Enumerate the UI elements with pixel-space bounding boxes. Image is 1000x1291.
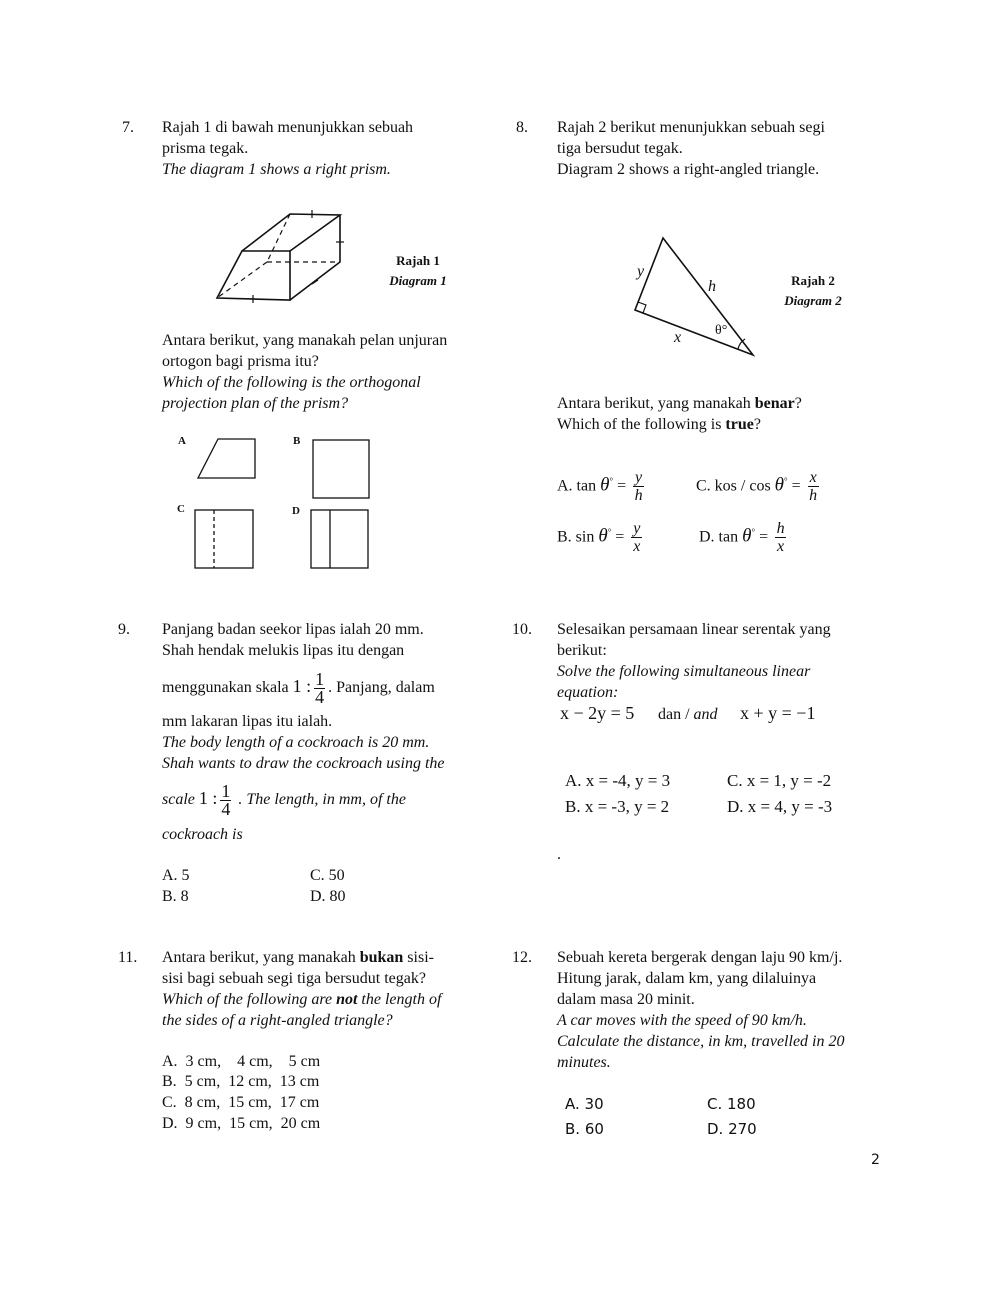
- q12-option-a[interactable]: A. 30: [565, 1095, 604, 1113]
- diagram-1-label-en: Diagram 1: [389, 273, 447, 288]
- denominator: h: [809, 487, 818, 505]
- q12-text: Hitung jarak, dalam km, yang dilaluinya: [557, 970, 817, 987]
- denominator: x: [777, 538, 785, 556]
- q9-scale-line: [162, 667, 435, 707]
- option-a-shape: [198, 439, 255, 478]
- q12-text: Sebuah kereta bergerak dengan laju 90 km/j.: [557, 949, 843, 966]
- q8-option-a[interactable]: [557, 462, 647, 505]
- option-b-shape: [313, 440, 369, 498]
- text: the length of: [357, 991, 442, 1008]
- q7-option-b-label[interactable]: B: [293, 435, 301, 447]
- scale-ratio: 1 :: [198, 788, 218, 808]
- tri-label-theta: θ°: [715, 323, 728, 338]
- text: . The length, in mm, of the: [234, 791, 406, 808]
- q9-text: Shah hendak melukis lipas itu dengan: [162, 642, 405, 659]
- q9-option-b[interactable]: B. 8: [162, 888, 189, 905]
- q11-number: 11.: [118, 949, 138, 966]
- option-d-shape: [311, 510, 368, 568]
- q10-option-d[interactable]: D. x = 4, y = -3: [727, 797, 833, 816]
- text: Which of the following is: [557, 416, 726, 433]
- text: sisi-: [403, 949, 434, 966]
- q12-option-c[interactable]: C. 180: [707, 1095, 756, 1113]
- diagram-1-label: Rajah 1: [396, 253, 440, 268]
- q10-number: 10.: [512, 621, 532, 638]
- q12-text-en: A car moves with the speed of 90 km/h.: [557, 1012, 807, 1029]
- q10-text: berikut:: [557, 642, 607, 659]
- page-number: 2: [871, 1152, 880, 1168]
- q7-question-en: Which of the following is the orthogonal: [162, 374, 421, 391]
- text: scale: [162, 791, 195, 808]
- q11-option-d[interactable]: D. 9 cm, 15 cm, 20 cm: [162, 1115, 321, 1132]
- q8-text: Diagram 2 shows a right-angled triangle.: [557, 161, 820, 178]
- degree: °: [784, 476, 788, 486]
- q9-option-d[interactable]: D. 80: [310, 888, 346, 905]
- option-c-shape: [195, 510, 253, 568]
- q8-option-d[interactable]: [699, 513, 789, 556]
- q9-text-en: cockroach is: [162, 826, 243, 843]
- q10-option-b[interactable]: B. x = -3, y = 2: [565, 797, 670, 816]
- q7-text: prisma tegak.: [162, 140, 249, 157]
- degree: °: [751, 527, 756, 537]
- q11-option-c[interactable]: C. 8 cm, 15 cm, 17 cm: [162, 1094, 320, 1111]
- bold-text: true: [725, 416, 754, 433]
- degree: °: [607, 527, 612, 537]
- numerator: y: [633, 520, 641, 538]
- prism-diagram: [217, 210, 344, 303]
- q7-question: Antara berikut, yang manakah pelan unjuran: [162, 332, 448, 349]
- q10-text: Selesaikan persamaan linear serentak yang: [557, 621, 831, 638]
- numerator: 1: [315, 668, 325, 689]
- q12-number: 12.: [512, 949, 532, 966]
- q9-text-en: The body length of a cockroach is 20 mm.: [162, 734, 430, 751]
- theta: θ: [598, 525, 608, 547]
- q10-option-a[interactable]: A. x = -4, y = 3: [565, 771, 671, 790]
- bold-text: not: [336, 991, 358, 1008]
- denominator: h: [634, 487, 643, 505]
- q7-text-en: The diagram 1 shows a right prism.: [162, 161, 391, 178]
- stray-dot: .: [557, 846, 561, 863]
- q12-option-b[interactable]: B. 60: [565, 1120, 604, 1138]
- q11-text: [162, 949, 434, 967]
- theta: θ: [742, 525, 752, 547]
- q10-text-en: equation:: [557, 684, 619, 701]
- scale-ratio: 1 :: [292, 676, 312, 696]
- q9-text: mm lakaran lipas itu ialah.: [162, 713, 333, 730]
- q12-text-en: Calculate the distance, in km, travelled in 20: [557, 1033, 845, 1050]
- numerator: h: [776, 520, 785, 538]
- q9-scale-line-en: [162, 779, 406, 819]
- denominator: 4: [315, 686, 325, 707]
- diagram-2-label: Rajah 2: [791, 273, 835, 288]
- theta: θ: [600, 474, 610, 496]
- degree: °: [609, 476, 614, 486]
- bold-text: bukan: [359, 949, 404, 966]
- option-shapes: [195, 439, 369, 568]
- q12-text: dalam masa 20 minit.: [557, 991, 695, 1008]
- text: dan /: [658, 706, 694, 723]
- q8-number: 8.: [516, 119, 528, 136]
- text: ?: [753, 416, 761, 433]
- q9-text: Panjang badan seekor lipas ialah 20 mm.: [162, 621, 424, 638]
- theta: θ: [774, 474, 785, 496]
- q11-text: sisi bagi sebuah segi tiga bersudut tegak?: [162, 970, 426, 987]
- q10-dan-and: [658, 706, 718, 724]
- q9-option-c[interactable]: C. 50: [310, 867, 345, 884]
- denominator: 4: [221, 798, 231, 819]
- text: Antara berikut, yang manakah: [557, 395, 755, 412]
- q10-equation-2: x + y = −1: [740, 703, 816, 723]
- tri-label-h: h: [708, 278, 716, 295]
- q8-option-b[interactable]: [557, 513, 645, 556]
- q10-equation-1: x − 2y = 5: [560, 703, 635, 723]
- equals: =: [617, 477, 627, 495]
- option-label: A. tan: [557, 477, 597, 495]
- tri-label-x: x: [674, 329, 682, 346]
- numerator: y: [635, 469, 643, 487]
- q9-option-a[interactable]: A. 5: [162, 867, 190, 884]
- text: ?: [794, 395, 802, 412]
- q8-option-c[interactable]: [696, 462, 822, 505]
- q7-question: ortogon bagi prisma itu?: [162, 353, 319, 370]
- text: Antara berikut, yang manakah: [162, 949, 360, 966]
- q7-number: 7.: [122, 119, 134, 136]
- q8-question: [557, 395, 802, 413]
- equals: =: [759, 528, 769, 546]
- numerator: x: [809, 469, 817, 487]
- q7-question-en: projection plan of the prism?: [162, 395, 349, 412]
- text: . Panjang, dalam: [328, 679, 435, 696]
- bold-text: benar: [754, 395, 795, 412]
- q9-text-en: Shah wants to draw the cockroach using the: [162, 755, 445, 772]
- q11-text-en: the sides of a right-angled triangle?: [162, 1012, 393, 1029]
- text: Which of the following are: [162, 991, 337, 1008]
- q9-number: 9.: [118, 621, 130, 638]
- triangle-diagram: [635, 238, 753, 355]
- q11-option-b[interactable]: B. 5 cm, 12 cm, 13 cm: [162, 1073, 320, 1090]
- numerator: 1: [221, 780, 231, 801]
- q10-option-c[interactable]: C. x = 1, y = -2: [727, 771, 832, 790]
- q7-option-c-label[interactable]: C: [177, 503, 185, 515]
- q10-text-en: Solve the following simultaneous linear: [557, 663, 811, 680]
- diagram-2-label-en: Diagram 2: [784, 293, 842, 308]
- option-label: C. kos / cos: [696, 477, 771, 495]
- q8-text: Rajah 2 berikut menunjukkan sebuah segi: [557, 119, 825, 136]
- tri-label-y: y: [637, 263, 645, 280]
- option-label: D. tan: [699, 528, 739, 546]
- text: menggunakan skala: [162, 679, 289, 696]
- q7-option-d-label[interactable]: D: [292, 505, 300, 517]
- q8-text: tiga bersudut tegak.: [557, 140, 683, 157]
- q12-option-d[interactable]: D. 270: [707, 1120, 757, 1138]
- q12-text-en: minutes.: [557, 1054, 611, 1071]
- q8-question-en: [557, 416, 761, 434]
- option-label: B. sin: [557, 528, 595, 546]
- q7-option-a-label[interactable]: A: [178, 435, 186, 447]
- text: and: [693, 706, 718, 723]
- q11-text-en: [162, 991, 441, 1009]
- q7-text: Rajah 1 di bawah menunjukkan sebuah: [162, 119, 414, 136]
- equals: =: [615, 528, 625, 546]
- equals: =: [791, 477, 801, 495]
- q11-option-a[interactable]: A. 3 cm, 4 cm, 5 cm: [162, 1053, 321, 1070]
- denominator: x: [633, 538, 641, 556]
